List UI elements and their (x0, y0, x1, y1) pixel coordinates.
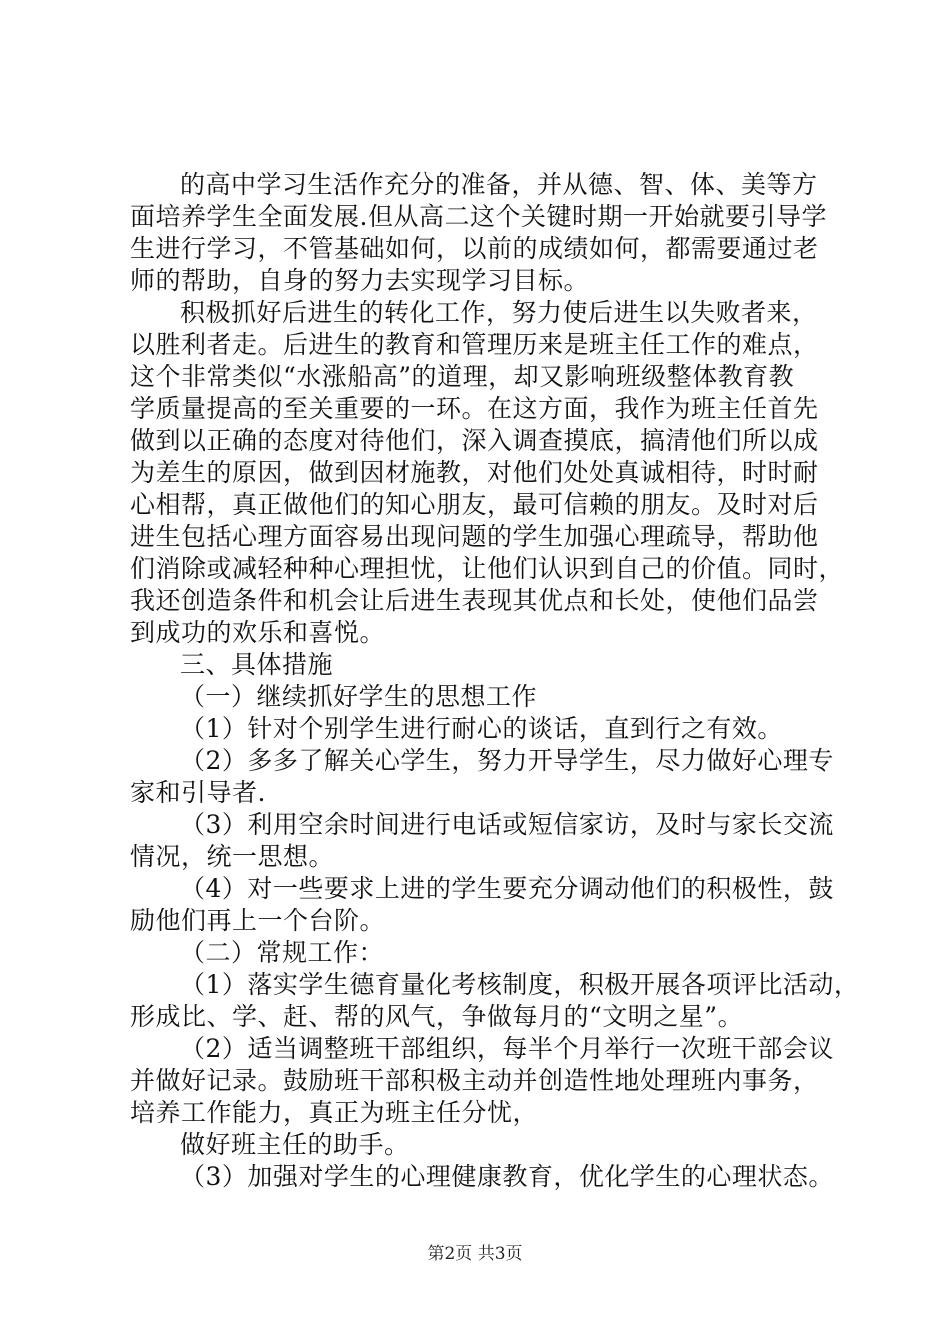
subsection-heading: （一）继续抓好学生的思想工作 (180, 682, 538, 711)
text-line: 学质量提高的至关重要的一环。在这方面，我作为班主任首先 (130, 394, 819, 423)
text-line: 形成比、学、赶、帮的风气，争做每月的“文明之星”。 (130, 1002, 744, 1031)
text-line: 进生包括心理方面容易出现问题的学生加强心理疏导，帮助他 (130, 522, 819, 551)
text-line: 的高中学习生活作充分的准备，并从德、智、体、美等方 (180, 170, 818, 199)
text-line: 积极抓好后进生的转化工作，努力使后进生以失败者来， (180, 298, 818, 327)
text-line: 师的帮助，自身的努力去实现学习目标。 (130, 266, 590, 295)
text-line: 培养工作能力，真正为班主任分忧， (130, 1098, 539, 1127)
text-line: 为差生的原因，做到因材施教，对他们处处真诚相待，时时耐 (130, 458, 819, 487)
text-line: （2）适当调整班干部组织，每半个月举行一次班干部会议 (180, 1034, 834, 1063)
text-line: 生进行学习，不管基础如何，以前的成绩如何，都需要通过老 (130, 234, 819, 263)
section-heading: 三、具体措施 (180, 650, 334, 679)
text-line: （1）落实学生德育量化考核制度，积极开展各项评比活动， (180, 970, 860, 999)
text-line: 我还创造条件和机会让后进生表现其优点和长处，使他们品尝 (130, 586, 819, 615)
page-number-label: 第2页 共3页 (427, 1244, 523, 1264)
text-line: 并做好记录。鼓励班干部积极主动并创造性地处理班内事务， (130, 1066, 819, 1095)
text-line: 这个非常类似“水涨船高”的道理，却又影响班级整体教育教 (130, 362, 795, 391)
page-footer (0, 1244, 950, 1264)
text-line: （4）对一些要求上进的学生要充分调动他们的积极性，鼓 (180, 874, 834, 903)
text-line: 做好班主任的助手。 (180, 1130, 410, 1159)
text-line: 做到以正确的态度对待他们，深入调查摸底，搞清他们所以成 (130, 426, 819, 455)
text-line: 以胜利者走。后进生的教育和管理历来是班主任工作的难点， (130, 330, 819, 359)
text-line: （2）多多了解关心学生，努力开导学生，尽力做好心理专 (180, 746, 834, 775)
text-line: 情况，统一思想。 (130, 842, 335, 871)
text-line: （1）针对个别学生进行耐心的谈话，直到行之有效。 (180, 714, 783, 743)
text-line: 们消除或减轻种种心理担忧，让他们认识到自己的价值。同时， (130, 554, 845, 583)
text-line: 家和引导者. (130, 778, 266, 807)
text-line: （3）加强对学生的心理健康教育，优化学生的心理状态。 (180, 1162, 834, 1191)
text-line: 励他们再上一个台阶。 (130, 906, 386, 935)
text-line: 心相帮，真正做他们的知心朋友，最可信赖的朋友。及时对后 (130, 490, 819, 519)
text-line: 面培养学生全面发展.但从高二这个关键时期一开始就要引导学 (130, 202, 827, 231)
text-line: 到成功的欢乐和喜悦。 (130, 618, 386, 647)
text-line: （3）利用空余时间进行电话或短信家访，及时与家长交流 (180, 810, 834, 839)
subsection-heading: （二）常规工作： (180, 938, 385, 967)
